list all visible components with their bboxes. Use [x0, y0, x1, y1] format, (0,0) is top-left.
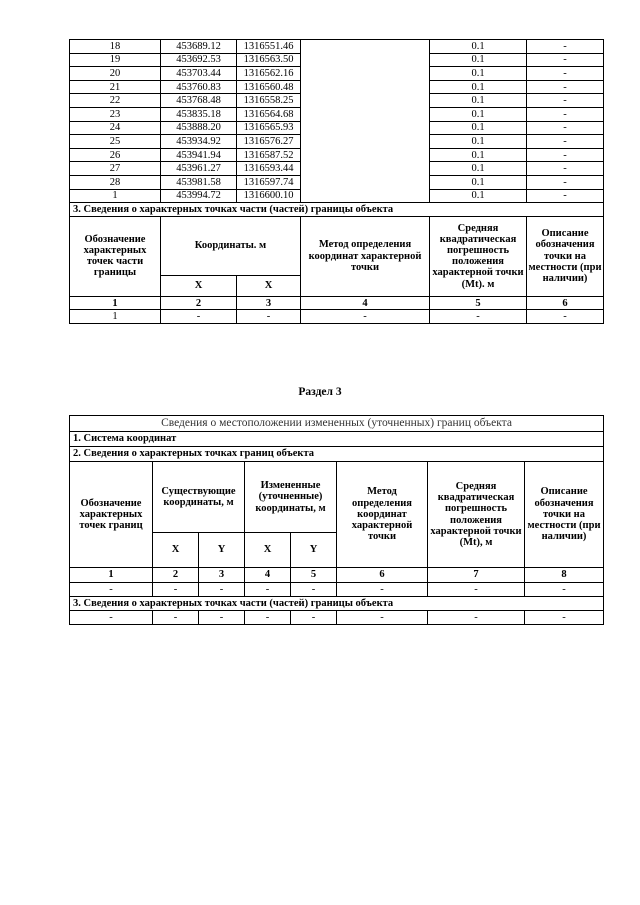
accuracy-value: 0.1 [430, 53, 527, 67]
description-value: - [527, 40, 604, 54]
coord-x: 453835.18 [161, 107, 237, 121]
table-cell: - [428, 583, 525, 597]
description-value: - [527, 135, 604, 149]
point-number: 20 [70, 67, 161, 81]
table-cell: - [525, 583, 604, 597]
coord-x: 453888.20 [161, 121, 237, 135]
coord-y: 1316587.52 [237, 148, 301, 162]
point-number: 24 [70, 121, 161, 135]
table-cell: - [199, 611, 245, 625]
point-number: 18 [70, 40, 161, 54]
header-designation: Обозначение характерных точек части границы [70, 216, 161, 296]
point-number: 25 [70, 135, 161, 149]
accuracy-value: 0.1 [430, 135, 527, 149]
table-cell: - [237, 310, 301, 324]
coord-y: 1316576.27 [237, 135, 301, 149]
accuracy-value: 0.1 [430, 148, 527, 162]
description-value: - [527, 67, 604, 81]
header-designation: Обозначение характерных точек границ [70, 462, 153, 568]
coord-y: 1316551.46 [237, 40, 301, 54]
accuracy-value: 0.1 [430, 40, 527, 54]
header-row [70, 216, 604, 275]
coord-y: 1316565.93 [237, 121, 301, 135]
table-cell: - [337, 583, 428, 597]
table-cell: - [199, 583, 245, 597]
description-value: - [527, 53, 604, 67]
table-caption-row [70, 416, 604, 432]
column-number: 4 [245, 568, 291, 583]
point-number: 1 [70, 189, 161, 203]
coord-y: 1316558.25 [237, 94, 301, 108]
column-number: 6 [527, 296, 604, 310]
table-row [70, 310, 604, 324]
header-y-existing: Y [199, 533, 245, 568]
coord-y: 1316563.50 [237, 53, 301, 67]
coord-x: 453934.92 [161, 135, 237, 149]
table-cell: - [291, 583, 337, 597]
description-value: - [527, 162, 604, 176]
column-numbers-row [70, 568, 604, 583]
table-cell: - [153, 583, 199, 597]
coord-y: 1316593.44 [237, 162, 301, 176]
point-number: 28 [70, 175, 161, 189]
table-row [70, 583, 604, 597]
header-accuracy: Средняя квадратическая погрешность положения характерной точки (Mt). м [430, 216, 527, 296]
point-number: 22 [70, 94, 161, 108]
table-cell: - [527, 310, 604, 324]
header-x: X [161, 275, 237, 296]
header-row [70, 462, 604, 533]
coord-x: 453703.44 [161, 67, 237, 81]
coord-y: 1316564.68 [237, 107, 301, 121]
point-number: 21 [70, 80, 161, 94]
description-value: - [527, 94, 604, 108]
accuracy-value: 0.1 [430, 175, 527, 189]
table-cell: - [70, 583, 153, 597]
header-accuracy: Средняя квадратическая погрешность положения характерной точки (Mt), м [428, 462, 525, 568]
column-number: 2 [161, 296, 237, 310]
table-cell: - [430, 310, 527, 324]
column-number: 6 [337, 568, 428, 583]
table-cell: 1 [70, 310, 161, 324]
column-number: 3 [199, 568, 245, 583]
header-x-existing: X [153, 533, 199, 568]
column-number: 4 [301, 296, 430, 310]
coord-x: 453689.12 [161, 40, 237, 54]
part-points-title: 3. Сведения о характерных точках части (частей) границы объекта [70, 597, 604, 611]
point-number: 27 [70, 162, 161, 176]
header-x-changed: X [245, 533, 291, 568]
point-number: 23 [70, 107, 161, 121]
description-value: - [527, 189, 604, 203]
part-points-title: 3. Сведения о характерных точках части (частей) границы объекта [70, 203, 604, 217]
table-row [70, 611, 604, 625]
table-cell: - [161, 310, 237, 324]
description-value: - [527, 148, 604, 162]
accuracy-value: 0.1 [430, 189, 527, 203]
part-points-title-row [70, 203, 604, 217]
header-method: Метод определения координат характерной точки [337, 462, 428, 568]
table-cell: - [428, 611, 525, 625]
description-value: - [527, 175, 604, 189]
coordinate-system-label: 1. Система координат [70, 432, 604, 447]
table-caption: Сведения о местоположении измененных (уточненных) границ объекта [70, 416, 604, 432]
column-number: 1 [70, 568, 153, 583]
point-number: 19 [70, 53, 161, 67]
header-description: Описание обозначения точки на местности (при наличии) [525, 462, 604, 568]
coord-x: 453768.48 [161, 94, 237, 108]
coord-x: 453961.27 [161, 162, 237, 176]
table-cell: - [245, 583, 291, 597]
header-method: Метод определения координат характерной точки [301, 216, 430, 296]
table-cell: - [337, 611, 428, 625]
column-number: 1 [70, 296, 161, 310]
border-points-title-row [70, 447, 604, 462]
coord-y: 1316597.74 [237, 175, 301, 189]
column-number: 2 [153, 568, 199, 583]
coord-y: 1316562.16 [237, 67, 301, 81]
point-number: 26 [70, 148, 161, 162]
points-table-section2 [69, 39, 604, 324]
coord-x: 453994.72 [161, 189, 237, 203]
part-points-title-row [70, 597, 604, 611]
header-y-changed: Y [291, 533, 337, 568]
description-value: - [527, 107, 604, 121]
header-description: Описание обозначения точки на местности (при наличии) [527, 216, 604, 296]
coord-y: 1316600.10 [237, 189, 301, 203]
column-number: 8 [525, 568, 604, 583]
column-numbers-row [70, 296, 604, 310]
accuracy-value: 0.1 [430, 80, 527, 94]
header-x-second: X [237, 275, 301, 296]
accuracy-value: 0.1 [430, 94, 527, 108]
column-number: 5 [430, 296, 527, 310]
table-row [70, 40, 604, 54]
header-coordinates: Координаты. м [161, 216, 301, 275]
table-cell: - [70, 611, 153, 625]
table-cell: - [301, 310, 430, 324]
coord-y: 1316560.48 [237, 80, 301, 94]
table-cell: - [153, 611, 199, 625]
table-cell: - [525, 611, 604, 625]
description-value: - [527, 121, 604, 135]
coord-x: 453760.83 [161, 80, 237, 94]
accuracy-value: 0.1 [430, 67, 527, 81]
accuracy-value: 0.1 [430, 107, 527, 121]
coordinate-system-row [70, 432, 604, 447]
section-heading: Раздел 3 [298, 386, 342, 398]
column-number: 5 [291, 568, 337, 583]
column-number: 3 [237, 296, 301, 310]
header-changed-coordinates: Измененные (уточненные) координаты, м [245, 462, 337, 533]
column-number: 7 [428, 568, 525, 583]
accuracy-value: 0.1 [430, 121, 527, 135]
border-points-title: 2. Сведения о характерных точках границ объекта [70, 447, 604, 462]
header-existing-coordinates: Существующие координаты, м [153, 462, 245, 533]
method-merged-cell [301, 40, 430, 203]
accuracy-value: 0.1 [430, 162, 527, 176]
description-value: - [527, 80, 604, 94]
coord-x: 453941.94 [161, 148, 237, 162]
coord-x: 453692.53 [161, 53, 237, 67]
changed-borders-table [69, 415, 604, 625]
coord-x: 453981.58 [161, 175, 237, 189]
table-cell: - [291, 611, 337, 625]
table-cell: - [245, 611, 291, 625]
points-table-body [70, 40, 604, 324]
